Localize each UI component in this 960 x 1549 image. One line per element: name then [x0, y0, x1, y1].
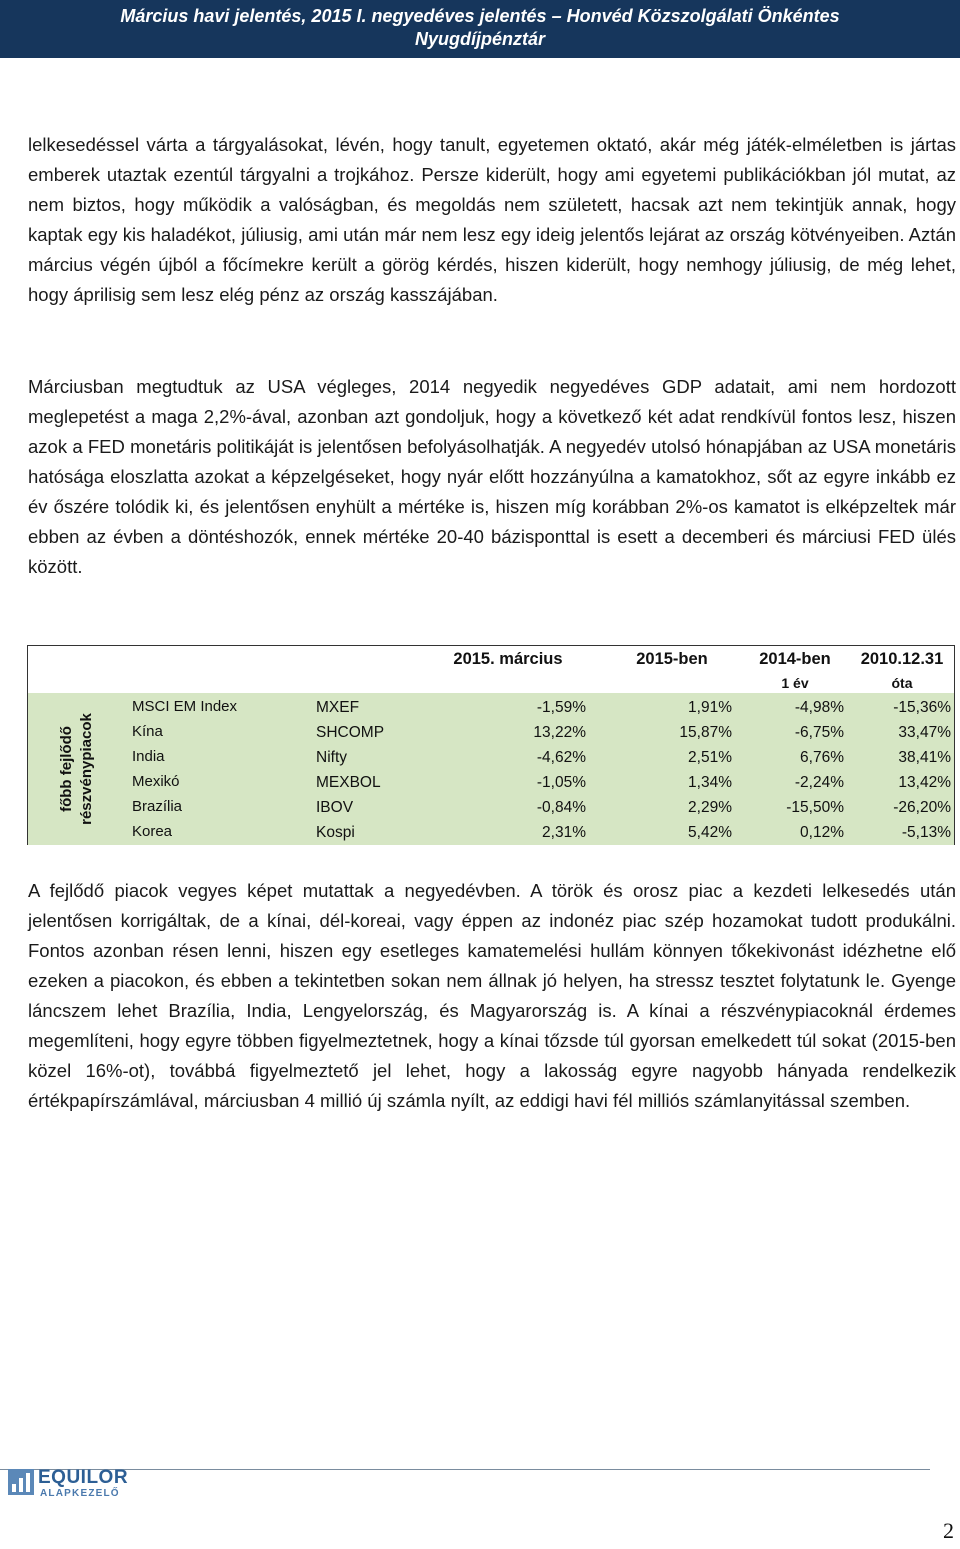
col-subheader-2014: 1 év [781, 675, 809, 691]
row-ticker: IBOV [316, 799, 354, 816]
row-value-since-2010: -15,36% [893, 699, 951, 716]
row-ticker: MXEF [316, 699, 360, 716]
paragraph-emerging-markets: A fejlődő piacok vegyes képet mutattak a negyedévben. A török és orosz piac a kezdeti lelkesedés után jelentősen korrigáltak, de a kínai, dél-koreai, vagy éppen az indonéz piac szép hozamokat tudott produkálni. Fontos azonban résen lenni, hiszen egy esetleges kamatemelési hullám könnyen tőkekivonást idézhetne elő ezeken a piacokon, és ebben a tekintetben sokan nem állnak jó helyen, ha stressz tesztet folytatunk le. Gyenge láncszem lehet Brazília, India, Lengyelország, és Magyarország is. A kínai a részvénypiacoknál érdemes megemlíteni, hogy egyre többen figyelmeztetnek, hogy a kínai tőzsde túl gyorsan emelkedett túl sokat (2015-ben közel 16%-ot), továbbá figyelmeztető jel lehet, hogy a lakosság egyre nagyobb hányada rendelkezik értékpapírszámlával, márciusban 4 millió új számla nyílt, az eddigi havi fél milliós számlanyitással szemben. [28, 880, 956, 1111]
paragraph-greek-debt: lelkesedéssel várta a tárgyalásokat, lévén, hogy tanult, egyetemen oktató, akár még játék-elméletben is jártas emberek utaztak ezentúl tárgyalni a trojkához. Persze kiderült, hogy ami egyetemi publikációkban jól mutat, az nem biztos, hogy működik a valóságban, és megoldás nem született, hacsak azt nem tekintjük annak, hogy kaptak egy kis haladékot, júliusig, ami után már nem lesz egy ideig jelentős lejárat az ország kötvényeiben. Aztán március végén újból a főcímekre került a görög kérdés, hiszen kiderült, hogy nemhogy júliusig, de még lehet, hogy áprilisig sem lesz elég pénz az ország kasszájában. [28, 134, 956, 305]
row-name: Kína [132, 723, 163, 740]
row-value-ytd: 2,29% [688, 799, 732, 816]
logo-subtitle: ALAPKEZELŐ [40, 1488, 120, 1499]
paragraph-us-gdp-fed: Márciusban megtudtuk az USA végleges, 2014 negyedik negyedéves GDP adatait, ami nem hordozott meglepetést a maga 2,2%-ával, azonban azt gondoljuk, hogy a következő két adat rendkívül fontos lesz, hiszen azok a FED monetáris politikáját is jelentősen befolyásolhatják. A negyedév utolsó hónapjában az USA monetáris hatósága eloszlatta azokat a képzelgéseket, hogy nyár előtt hozzányúlna a kamatokhoz, sőt az egyre inkább ez év őszére tolódik ki, és jelentősen enyhült a mértéke is, hiszen míg korábban 2%-os kamatot is elképzeltek már ebben az évben a döntéshozók, ennek mértéke 20-40 bázisponttal is esett a decemberi és márciusi FED ülés között. [28, 376, 956, 577]
row-name: India [132, 748, 165, 765]
header-title-line1: Március havi jelentés, 2015 I. negyedéves jelentés – Honvéd Közszolgálati Önkéntes [120, 6, 840, 26]
table-row [28, 796, 954, 821]
col-header-2014: 2014-ben [759, 650, 831, 668]
table-row [28, 721, 954, 746]
row-value-march: -0,84% [536, 799, 586, 816]
row-value-march: -4,62% [536, 749, 586, 766]
row-value-2014: -2,24% [794, 774, 844, 791]
col-header-since-2010: 2010.12.31 [860, 650, 944, 668]
emerging-markets-table [27, 645, 955, 845]
row-value-2014: -4,98% [794, 699, 844, 716]
col-header-ytd: 2015-ben [636, 650, 708, 668]
page-header [0, 0, 960, 58]
row-value-2014: 0,12% [800, 824, 844, 841]
header-title-line2: Nyugdíjpénztár [414, 29, 545, 49]
row-name: MSCI EM Index [132, 698, 238, 715]
col-subheader-since-2010: óta [891, 675, 913, 691]
row-value-since-2010: 38,41% [898, 749, 951, 766]
table-row [28, 696, 954, 721]
row-value-since-2010: 13,42% [898, 774, 951, 791]
row-value-march: 13,22% [533, 724, 586, 741]
row-value-since-2010: -26,20% [893, 799, 951, 816]
row-ticker: Kospi [316, 824, 355, 841]
table-row [28, 746, 954, 771]
row-ticker: SHCOMP [316, 724, 385, 741]
row-ticker: Nifty [316, 749, 347, 766]
row-value-2014: 6,76% [800, 749, 844, 766]
table-row [28, 821, 954, 846]
row-value-march: 2,31% [542, 824, 586, 841]
row-name: Korea [132, 823, 173, 840]
row-value-ytd: 2,51% [688, 749, 732, 766]
logo-wordmark: EQUILOR [38, 1467, 129, 1488]
row-value-2014: -6,75% [794, 724, 844, 741]
row-value-march: -1,05% [536, 774, 586, 791]
row-name: Mexikó [132, 773, 180, 790]
page-number: 2 [943, 1518, 954, 1543]
row-value-ytd: 1,91% [688, 699, 732, 716]
row-value-ytd: 1,34% [688, 774, 732, 791]
row-value-march: -1,59% [536, 699, 586, 716]
row-value-2014: -15,50% [786, 799, 844, 816]
table-row [28, 771, 954, 796]
row-value-ytd: 15,87% [679, 724, 732, 741]
table-side-label: főbb fejlődő részvénypiacok [58, 713, 95, 825]
equilor-logo [8, 1465, 128, 1501]
row-value-since-2010: -5,13% [901, 824, 951, 841]
footer-divider [0, 1469, 930, 1470]
logo-bars-icon [8, 1469, 34, 1495]
row-value-since-2010: 33,47% [898, 724, 951, 741]
col-header-march: 2015. március [453, 650, 563, 668]
row-value-ytd: 5,42% [688, 824, 732, 841]
row-name: Brazília [132, 798, 183, 815]
row-ticker: MEXBOL [316, 774, 381, 791]
